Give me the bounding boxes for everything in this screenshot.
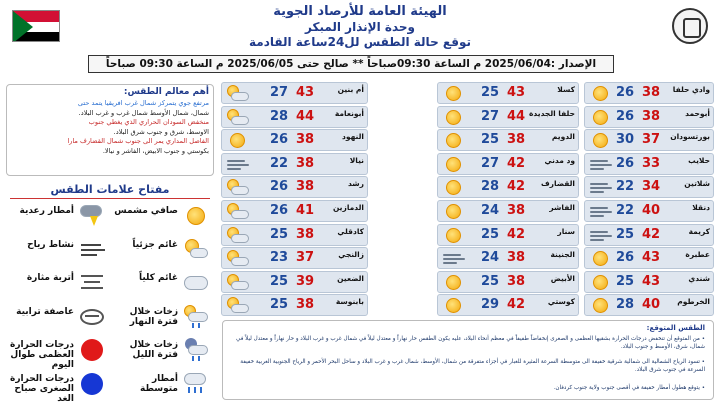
legend-item (8, 301, 108, 335)
legend-item (112, 368, 212, 402)
city-name: الدمازين (332, 203, 364, 212)
min-temperature: 25 (269, 273, 289, 289)
sun-icon (230, 133, 245, 148)
max-temperature: 43 (641, 250, 661, 266)
max-temperature: 38 (641, 108, 661, 124)
cloud-icon (231, 116, 249, 125)
city-card (584, 106, 714, 128)
city-card (437, 82, 579, 104)
city-name: حلايب (688, 155, 710, 165)
city-card (221, 271, 368, 293)
city-card (221, 106, 368, 128)
expected-weather-box (222, 320, 714, 400)
min-temperature: 25 (615, 273, 635, 289)
legend-label: أمطار رعدية (19, 206, 74, 216)
min-temperature: 22 (269, 155, 289, 171)
min-temperature: 28 (480, 179, 500, 195)
max-temperature: 38 (295, 297, 315, 313)
min-temperature: 27 (480, 155, 500, 171)
city-card (221, 176, 368, 198)
max-temperature: 43 (506, 85, 526, 100)
legend-label: أتربة مثارة (26, 273, 74, 283)
max-temperature: 34 (641, 179, 661, 195)
min-temperature: 24 (480, 203, 500, 218)
max-temperature: 43 (295, 85, 315, 100)
min-temperature: 26 (615, 155, 635, 171)
min-temperature: 26 (269, 132, 289, 148)
max-temperature: 38 (506, 132, 526, 148)
min-temperature: 26 (269, 203, 289, 218)
max-temperature: 42 (506, 297, 526, 313)
cloud-icon (231, 186, 249, 195)
city-card (584, 271, 714, 293)
cloudy-icon (182, 270, 210, 296)
legend-label: صافي مشمس (114, 206, 178, 216)
legend-item (112, 234, 212, 268)
city-name: الدويم (551, 132, 575, 142)
city-card (437, 129, 579, 151)
legend-title: مفتاح علامات الطقس (50, 183, 170, 196)
max-temperature: 44 (295, 108, 315, 124)
max-temperature: 42 (641, 226, 661, 242)
city-name: القضارف (540, 179, 575, 189)
city-name: عطبرة (685, 250, 710, 260)
min-temp-dot-icon (78, 371, 106, 397)
cloud-icon (231, 304, 249, 313)
sun-icon (593, 86, 608, 101)
rain-icon (182, 371, 210, 397)
max-temperature: 41 (295, 203, 315, 218)
city-name: بابنوسة (335, 297, 364, 307)
max-temperature: 43 (641, 273, 661, 289)
min-temperature: 25 (269, 297, 289, 313)
min-temperature: 26 (615, 108, 635, 124)
city-name: الضعين (337, 273, 364, 283)
min-temperature: 27 (480, 108, 500, 124)
min-temperature: 22 (615, 179, 635, 195)
city-name: دنقلا (692, 203, 710, 212)
city-card (221, 153, 368, 175)
wind-icon (78, 237, 106, 263)
max-temperature: 38 (506, 250, 526, 266)
sun-icon (446, 133, 461, 148)
day-shower-icon (182, 304, 210, 330)
max-temperature: 37 (295, 250, 315, 266)
weather-features-box (6, 84, 214, 176)
city-name: نيالا (349, 155, 364, 165)
legend-item (8, 267, 108, 301)
min-temperature: 29 (480, 297, 500, 313)
legend-item (112, 200, 212, 234)
legend-label: أمطار متوسطة (140, 373, 178, 394)
city-name: النهود (342, 132, 364, 142)
max-temperature: 38 (295, 155, 315, 171)
city-card (221, 129, 368, 151)
thunderstorm-icon (78, 203, 106, 229)
max-temperature: 38 (506, 203, 526, 218)
city-card (437, 271, 579, 293)
city-card (221, 247, 368, 269)
max-temperature: 40 (641, 297, 661, 313)
city-name: الأبيض (550, 273, 575, 283)
city-card (584, 247, 714, 269)
city-name: كريمة (688, 226, 710, 236)
min-temperature: 22 (615, 203, 635, 218)
city-name: وادي حلفا (672, 85, 710, 94)
feature-line: منخفض السودان الحراري الذي يغطي جنوب (88, 118, 209, 127)
forecast-paragraph: • من المتوقع أن تنخفض درجات الحرارة بشقيها العظمى و الصغرى إنخفاضاً طفيفاً في معظم أنحاء البلاد، عليه يكون الطقس حار نهاراً و معتدل ليلاً في شمال غرب و غرب البلاد و حار نهاراً و معتدل ليلاً في شمال، شرق، الأوسط و جنوب البلاد. (236, 336, 705, 350)
min-temperature: 25 (480, 85, 500, 100)
sun-icon (593, 275, 608, 290)
city-name: الخرطوم (677, 297, 710, 307)
city-card (221, 294, 368, 316)
duststorm-icon (78, 304, 106, 330)
city-card (584, 224, 714, 246)
min-temperature: 26 (615, 85, 635, 100)
city-card (437, 200, 579, 222)
max-temperature: 38 (295, 132, 315, 148)
city-name: كوستي (547, 297, 575, 307)
sun-icon (446, 180, 461, 195)
cloud-icon (231, 281, 249, 290)
min-temperature: 28 (269, 108, 289, 124)
min-temperature: 24 (480, 250, 500, 266)
min-temperature: 28 (615, 297, 635, 313)
cloud-icon (231, 210, 249, 219)
cloud-icon (231, 234, 249, 243)
min-temperature: 25 (269, 226, 289, 242)
city-card (584, 129, 714, 151)
legend-label: زخات خلال فترة النهار (129, 306, 178, 327)
city-name: ود مدني (544, 155, 575, 165)
header-subtitle: وحدة الإنذار المبكر (305, 20, 415, 34)
sun-icon (593, 110, 608, 125)
max-temp-dot-icon (78, 337, 106, 363)
max-temperature: 38 (641, 85, 661, 100)
feature-line: مرتفع جوي يتمركز شمال غرب افريقيا يتمد حتى (77, 99, 209, 107)
forecast-paragraph: • يتوقع هطول أمطار خفيفة في أقصى جنوب ولاية جنوب كردفان. (553, 385, 705, 391)
max-temperature: 42 (506, 226, 526, 242)
city-name: أم بنين (337, 85, 364, 94)
feature-line: الاوسط، شرق و جنوب شرق البلاد. (113, 127, 209, 136)
legend-item (8, 334, 108, 368)
city-name: شلاتين (684, 179, 710, 189)
partly-cloudy-icon (182, 237, 210, 263)
legend-item (8, 368, 108, 402)
legend-label: غائم جزئياً (132, 239, 178, 250)
city-name: رشد (347, 179, 364, 189)
max-temperature: 38 (295, 226, 315, 242)
city-card (584, 176, 714, 198)
sun-icon (446, 298, 461, 313)
city-name: سنار (557, 226, 575, 236)
features-title: أهم معالم الطقس: (123, 87, 209, 97)
city-card (584, 200, 714, 222)
max-temperature: 39 (295, 273, 315, 289)
city-card (437, 224, 579, 246)
legend-item (112, 301, 212, 335)
legend-label: غائم كلياً (138, 273, 178, 283)
max-temperature: 37 (641, 132, 661, 148)
city-card (221, 82, 368, 104)
forecast-title: الطقس المتوقع: (646, 324, 705, 332)
legend-item (112, 334, 212, 368)
legend-item (8, 200, 108, 234)
cloud-icon (231, 257, 249, 266)
max-temperature: 38 (506, 273, 526, 289)
min-temperature: 25 (480, 226, 500, 242)
city-card (437, 106, 579, 128)
sun-icon (182, 203, 210, 229)
legend-label: درجات الحرارة العظمى طوال اليوم (10, 340, 74, 370)
min-temperature: 25 (615, 226, 635, 242)
min-temperature: 26 (269, 179, 289, 195)
feature-line: بكوستي و جنوب الابيض، الفاشر و نيالا. (102, 146, 209, 155)
city-name: كسلا (557, 85, 575, 94)
max-temperature: 38 (295, 179, 315, 195)
sun-icon (593, 133, 608, 148)
header-forecast-title: توقع حالة الطقس لل24ساعة القادمة (249, 35, 471, 49)
max-temperature: 44 (506, 108, 526, 124)
city-card (584, 153, 714, 175)
city-name: حلفا الجديدة (529, 108, 575, 118)
max-temperature: 42 (506, 155, 526, 171)
min-temperature: 26 (615, 250, 635, 266)
legend-label: نشاط رياح (27, 239, 74, 250)
legend-label: زخات خلال فترة الليل (129, 340, 178, 360)
max-temperature: 40 (641, 203, 661, 218)
dust-icon (78, 270, 106, 296)
feature-line: شمال، شمال الأوسط شمال غرب و غرب البلاد. (78, 108, 209, 117)
city-card (437, 247, 579, 269)
issue-validity-bar: الإصدار :2025/06/04 م الساعة 09:30صباحاً ** صالح حتى 2025/06/05 م الساعة 09:30 صباحاً (88, 55, 614, 73)
city-card (437, 153, 579, 175)
night-shower-icon (182, 337, 210, 363)
sun-icon (446, 110, 461, 125)
sun-icon (593, 298, 608, 313)
cloud-icon (231, 92, 249, 101)
min-temperature: 25 (480, 132, 500, 148)
city-name: زالنجي (338, 250, 364, 260)
sun-icon (446, 157, 461, 172)
feature-line: الفاصل المداري يمر الى جنوب شمال القضارف مارا (67, 137, 209, 146)
sun-icon (593, 251, 608, 266)
sun-icon (446, 204, 461, 219)
min-temperature: 30 (615, 132, 635, 148)
min-temperature: 25 (480, 273, 500, 289)
city-name: الفاشر (549, 203, 575, 212)
forecast-paragraph: • تسود الرياح الشمالية الى شمالية شرقية خفيفة الى متوسطة السرعة المثيرة للغبار في أجزاء متفرقة من شمال، الأوسط، شمال غرب و غرب البلاد و ساحل البحر الأحمر و الرياح الجنوبية الغربية خفيفة السرعة في جنوب شرق البلاد. (240, 359, 705, 373)
min-temperature: 27 (269, 85, 289, 100)
city-card (584, 82, 714, 104)
features-text (11, 99, 209, 157)
min-temperature: 23 (269, 250, 289, 266)
city-name: كادقلي (337, 226, 364, 236)
legend-item (8, 234, 108, 268)
city-card (221, 200, 368, 222)
city-name: شندي (688, 273, 710, 283)
city-name: بورتسودان (670, 132, 710, 142)
city-name: أبوحمد (685, 108, 710, 118)
sun-icon (446, 228, 461, 243)
max-temperature: 42 (506, 179, 526, 195)
max-temperature: 33 (641, 155, 661, 171)
sun-icon (446, 86, 461, 101)
city-card (584, 294, 714, 316)
legend-label: عاصفة ترابية (16, 306, 74, 317)
legend-label: درجات الحرارة الصغرى صباح الغد (10, 373, 74, 404)
sun-icon (446, 275, 461, 290)
city-card (221, 224, 368, 246)
legend-divider (10, 198, 210, 199)
city-name: أبونعامة (334, 108, 364, 118)
city-card (437, 176, 579, 198)
city-name: الجنينة (550, 250, 575, 260)
header-title: الهيئة العامة للأرصاد الجوية (273, 4, 447, 19)
city-card (437, 294, 579, 316)
legend-item (112, 267, 212, 301)
